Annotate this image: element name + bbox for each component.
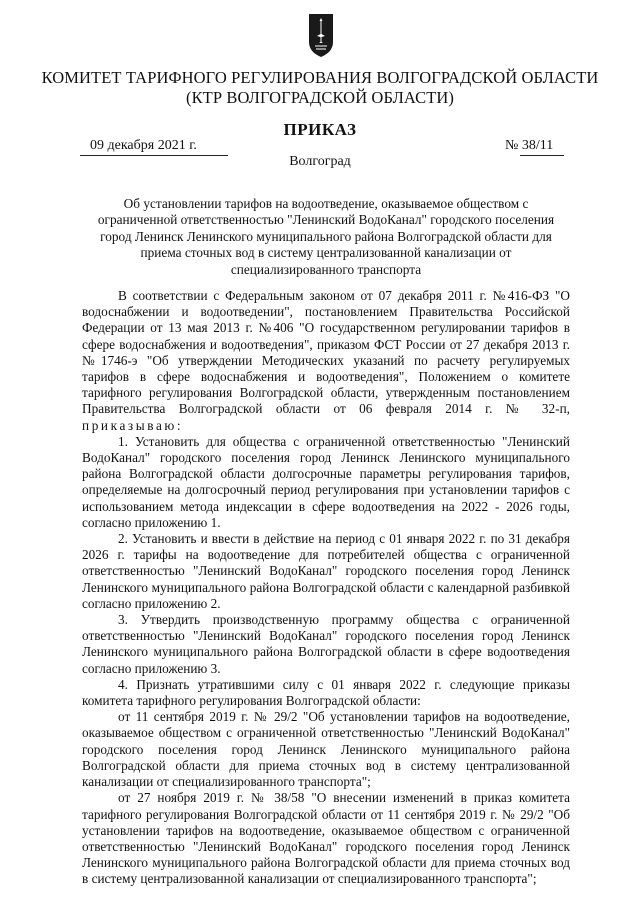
- order-number: № 38/11: [505, 138, 554, 153]
- organization-abbreviation: (КТР ВОЛГОГРАДСКОЙ ОБЛАСТИ): [185, 88, 454, 107]
- order-date: 09 декабря 2021 г.: [90, 138, 197, 153]
- item-3-paragraph: 3. Утвердить производственную программу общества с ограниченной ответственностью "Ленинский ВодоКанал" городского поселения город Ленинск Ленинского муниципального района Волгоградской области в сфере водоотведения согласно приложению 3.: [82, 612, 570, 676]
- order-body: [82, 288, 570, 888]
- city-name: Волгоград: [289, 154, 351, 169]
- order-subject: Об установлении тарифов на водоотведение, оказываемое обществом с ограниченной ответственностью "Ленинский ВодоКанал" городского поселения город Ленинск Ленинского муниципального района Волгоградской области для приема сточных вод в систему централизованной канализации от специализированного транспорта: [97, 196, 555, 277]
- preamble-text: В соответствии с Федеральным законом от 07 декабря 2011 г. №416-ФЗ "О водоснабжении и водоотведении", постановлением Правительства Российской Федерации от 13 мая 2013 г. №406 "О государственном регулировании тарифов в сфере водоснабжения и водоотведения", приказом ФСТ России от 27 декабря 2013 г. №1746-э "Об утверждении Методических указаний по расчету регулируемых тарифов в сфере водоснабжения и водоотведения", Положением о комитете тарифного регулирования Волгоградской области, утвержденным постановлением Правительства Волгоградской области от 06 февраля 2014 г. № 32-п,: [82, 288, 570, 417]
- organization-name: КОМИТЕТ ТАРИФНОГО РЕГУЛИРОВАНИЯ ВОЛГОГРАДСКОЙ ОБЛАСТИ: [41, 68, 599, 87]
- item-4a-paragraph: от 11 сентября 2019 г. № 29/2 "Об установлении тарифов на водоотведение, оказываемое обществом с ограниченной ответственностью "Ленинский ВодоКанал" городского поселения город Ленинск Ленинского муниципального района Волгоградской области для приема сточных вод в систему централизованной канализации от специализированного транспорта";: [82, 709, 570, 790]
- preamble-paragraph: [82, 288, 570, 434]
- item-2-paragraph: 2. Установить и ввести в действие на период с 01 января 2022 г. по 31 декабря 2026 г. тарифы на водоотведение для потребителей общества с ограниченной ответственностью "Ленинский ВодоКанал" городского поселения город Ленинск Ленинского муниципального района Волгоградской области с календарной разбивкой согласно приложению 2.: [82, 531, 570, 611]
- document-type-title: ПРИКАЗ: [283, 120, 357, 139]
- item-1-paragraph: 1. Установить для общества с ограниченной ответственностью "Ленинский ВодоКанал" городского поселения город Ленинск Ленинского муниципального района Волгоградской области долгосрочные параметры регулирования тарифов, определяемые на долгосрочный период регулирования при установлении тарифов с использованием метода индексации в сфере водоотведения на 2022 - 2026 годы, согласно приложению 1.: [82, 433, 570, 530]
- volgograd-emblem-icon: [308, 12, 334, 58]
- item-4b-paragraph: от 27 ноября 2019 г. № 38/58 "О внесении изменений в приказ комитета тарифного регулирования Волгоградской области от 11 сентября 2019 г. № 29/2 "Об установлении тарифов на водоотведение, оказываемое обществом с ограниченной ответственностью "Ленинский ВодоКанал" городского поселения город Ленинск Ленинского муниципального района Волгоградской области для приема сточных вод в систему централизованной канализации от специализированного транспорта";: [82, 790, 570, 887]
- item-4-paragraph: 4. Признать утратившими силу с 01 января 2022 г. следующие приказы комитета тарифного регулирования Волгоградской области:: [82, 676, 570, 709]
- order-word: приказываю:: [82, 417, 184, 433]
